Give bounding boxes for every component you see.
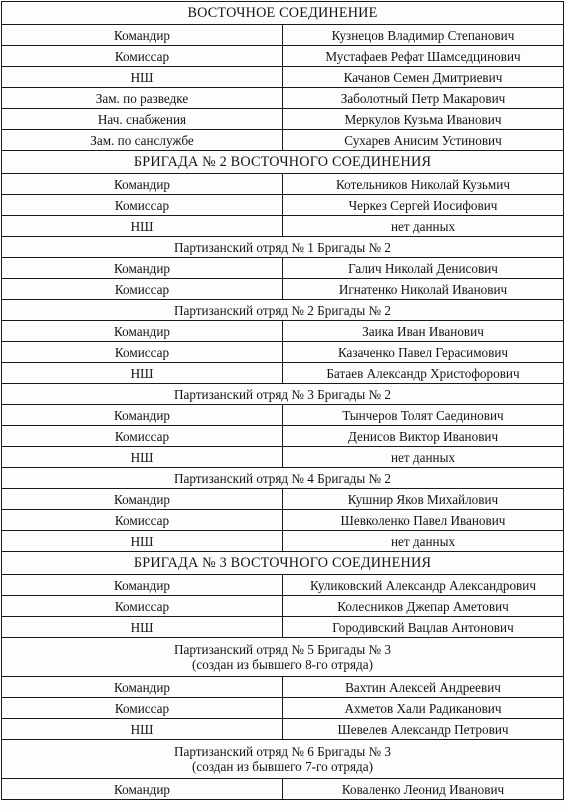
unit-subtitle: (создан из бывшего 7-го отряда) xyxy=(192,759,373,774)
section-title: БРИГАДА № 3 ВОСТОЧНОГО СОЕДИНЕНИЯ xyxy=(2,552,564,575)
roster-row xyxy=(2,426,564,447)
roster-row xyxy=(2,510,564,531)
role-cell: Командир xyxy=(2,258,283,279)
roster-row xyxy=(2,279,564,300)
unit-header-row xyxy=(2,237,564,258)
person-name-cell: Колесников Джепар Аметович xyxy=(283,596,564,617)
roster-row xyxy=(2,25,564,46)
section-header-row xyxy=(2,552,564,575)
person-name-cell: Кушнир Яков Михайлович xyxy=(283,489,564,510)
role-cell: Нач. снабжения xyxy=(2,109,283,130)
role-cell: Командир xyxy=(2,25,283,46)
unit-title: Партизанский отряд № 6 Бригады № 3 xyxy=(173,744,391,759)
person-name-cell: Коваленко Леонид Иванович xyxy=(283,779,564,800)
unit-header-row xyxy=(2,638,564,677)
person-name-cell: Заика Иван Иванович xyxy=(283,321,564,342)
role-cell: Комиссар xyxy=(2,510,283,531)
roster-row xyxy=(2,779,564,800)
unit-header-row xyxy=(2,384,564,405)
role-cell: Комиссар xyxy=(2,46,283,67)
roster-row xyxy=(2,46,564,67)
person-name-cell: Вахтин Алексей Андреевич xyxy=(283,677,564,698)
roster-row xyxy=(2,174,564,195)
roster-row xyxy=(2,363,564,384)
section-title: ВОСТОЧНОЕ СОЕДИНЕНИЕ xyxy=(2,2,564,25)
role-cell: НШ xyxy=(2,67,283,88)
person-name-cell: Заболотный Петр Макарович xyxy=(283,88,564,109)
unit-title: Партизанский отряд № 4 Бригады № 2 xyxy=(173,470,391,486)
roster-row xyxy=(2,130,564,151)
person-name-cell: Черкез Сергей Иосифович xyxy=(283,195,564,216)
person-name-cell: Мустафаев Рефат Шамседцинович xyxy=(283,46,564,67)
role-cell: Комиссар xyxy=(2,279,283,300)
unit-title: Партизанский отряд № 3 Бригады № 2 xyxy=(173,386,391,402)
person-name-cell: Качанов Семен Дмитриевич xyxy=(283,67,564,88)
roster-row xyxy=(2,216,564,237)
roster-body xyxy=(2,2,564,800)
person-name-cell: нет данных xyxy=(283,531,564,552)
unit-title-cell xyxy=(2,384,564,405)
roster-row xyxy=(2,617,564,638)
role-cell: НШ xyxy=(2,531,283,552)
command-roster-table xyxy=(1,1,564,800)
section-header-row xyxy=(2,2,564,25)
unit-header-row xyxy=(2,300,564,321)
person-name-cell: Городивский Вацлав Антонович xyxy=(283,617,564,638)
person-name-cell: Шевколенко Павел Иванович xyxy=(283,510,564,531)
role-cell: Зам. по санслужбе xyxy=(2,130,283,151)
roster-row xyxy=(2,575,564,596)
person-name-cell: Куликовский Александр Александрович xyxy=(283,575,564,596)
unit-title-cell xyxy=(2,740,564,779)
unit-title-cell xyxy=(2,300,564,321)
person-name-cell: Ахметов Хали Радиканович xyxy=(283,698,564,719)
person-name-cell: Батаев Александр Христофорович xyxy=(283,363,564,384)
person-name-cell: Сухарев Анисим Устинович xyxy=(283,130,564,151)
unit-title-cell xyxy=(2,468,564,489)
unit-title: Партизанский отряд № 5 Бригады № 3 xyxy=(173,642,391,657)
roster-row xyxy=(2,677,564,698)
person-name-cell: Казаченко Павел Герасимович xyxy=(283,342,564,363)
role-cell: Командир xyxy=(2,677,283,698)
role-cell: НШ xyxy=(2,363,283,384)
role-cell: Командир xyxy=(2,779,283,800)
role-cell: Комиссар xyxy=(2,698,283,719)
role-cell: Комиссар xyxy=(2,342,283,363)
person-name-cell: Кузнецов Владимир Степанович xyxy=(283,25,564,46)
person-name-cell: Галич Николай Денисович xyxy=(283,258,564,279)
role-cell: Командир xyxy=(2,405,283,426)
role-cell: Комиссар xyxy=(2,195,283,216)
person-name-cell: Меркулов Кузьма Иванович xyxy=(283,109,564,130)
role-cell: Комиссар xyxy=(2,596,283,617)
role-cell: Командир xyxy=(2,174,283,195)
roster-row xyxy=(2,258,564,279)
role-cell: Командир xyxy=(2,575,283,596)
roster-row xyxy=(2,88,564,109)
unit-title: Партизанский отряд № 2 Бригады № 2 xyxy=(173,302,391,318)
person-name-cell: Тынчеров Толят Саединович xyxy=(283,405,564,426)
roster-row xyxy=(2,447,564,468)
role-cell: НШ xyxy=(2,719,283,740)
roster-row xyxy=(2,67,564,88)
role-cell: НШ xyxy=(2,216,283,237)
person-name-cell: Денисов Виктор Иванович xyxy=(283,426,564,447)
roster-row xyxy=(2,109,564,130)
role-cell: НШ xyxy=(2,617,283,638)
role-cell: Комиссар xyxy=(2,426,283,447)
roster-row xyxy=(2,195,564,216)
person-name-cell: нет данных xyxy=(283,447,564,468)
person-name-cell: нет данных xyxy=(283,216,564,237)
person-name-cell: Игнатенко Николай Иванович xyxy=(283,279,564,300)
section-title: БРИГАДА № 2 ВОСТОЧНОГО СОЕДИНЕНИЯ xyxy=(2,151,564,174)
roster-row xyxy=(2,342,564,363)
role-cell: Зам. по разведке xyxy=(2,88,283,109)
roster-row xyxy=(2,489,564,510)
roster-row xyxy=(2,321,564,342)
unit-title-cell xyxy=(2,237,564,258)
person-name-cell: Котельников Николай Кузьмич xyxy=(283,174,564,195)
unit-title: Партизанский отряд № 1 Бригады № 2 xyxy=(173,239,391,255)
section-header-row xyxy=(2,151,564,174)
unit-header-row xyxy=(2,740,564,779)
person-name-cell: Шевелев Александр Петрович xyxy=(283,719,564,740)
role-cell: Командир xyxy=(2,489,283,510)
roster-row xyxy=(2,596,564,617)
role-cell: НШ xyxy=(2,447,283,468)
role-cell: Командир xyxy=(2,321,283,342)
unit-title-cell xyxy=(2,638,564,677)
unit-subtitle: (создан из бывшего 8-го отряда) xyxy=(192,657,373,672)
roster-row xyxy=(2,698,564,719)
roster-row xyxy=(2,531,564,552)
roster-row xyxy=(2,405,564,426)
unit-header-row xyxy=(2,468,564,489)
roster-row xyxy=(2,719,564,740)
